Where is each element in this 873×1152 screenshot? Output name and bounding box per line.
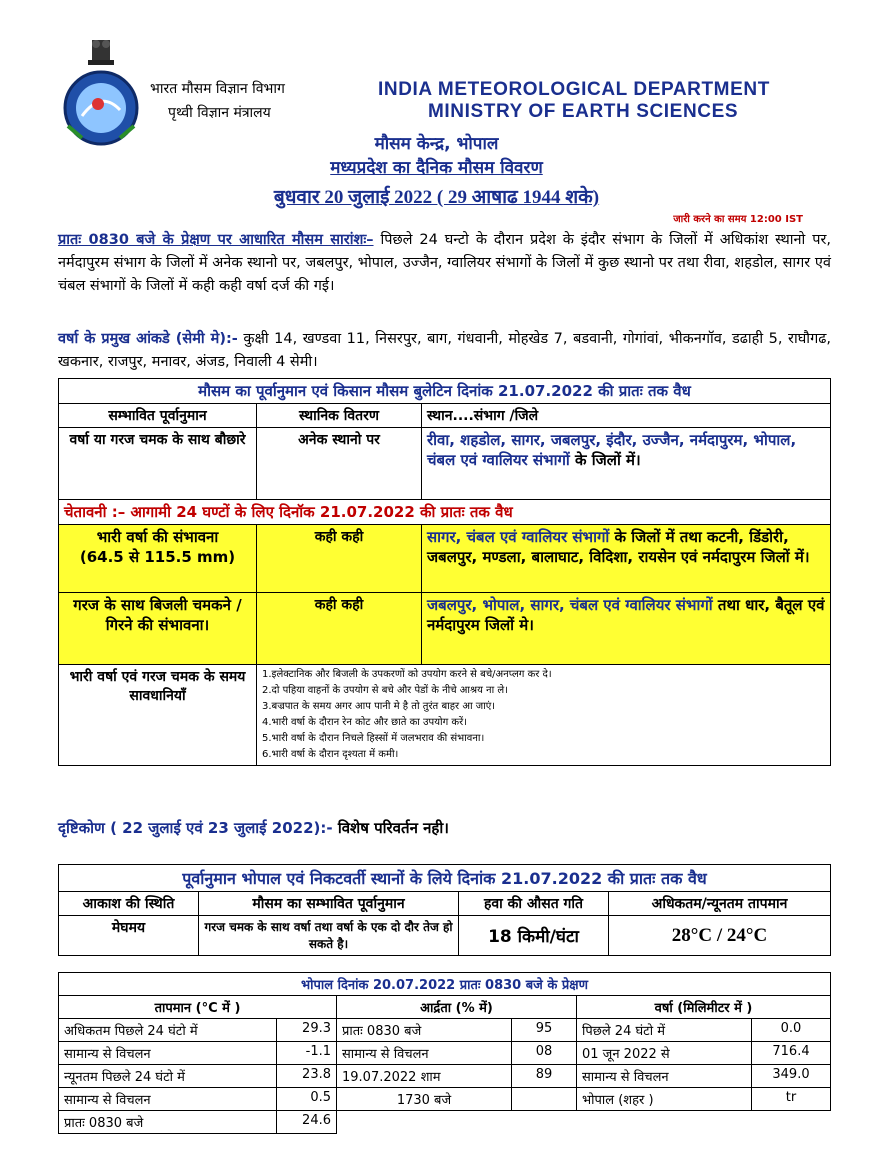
obs-value: 23.8 <box>277 1065 337 1088</box>
heavy-rain-places: सागर, चंबल एवं ग्वालियर संभागों के जिलों में तथा कटनी, डिंडोरी, जबलपुर, मण्डला, बालाघाट, विदिशा, रायसेन एवं नर्मदापुरम जिलों में। <box>422 525 831 593</box>
obs-head-humidity: आर्द्रता (% में) <box>337 996 577 1019</box>
bf-wind: 18 किमी/घंटा <box>459 916 609 956</box>
obs-cell: 1730 बजे <box>337 1088 512 1111</box>
obs-cell: भोपाल (शहर ) <box>577 1088 752 1111</box>
table-row <box>59 1111 831 1134</box>
bf-head-wind: हवा की औसत गति <box>459 892 609 916</box>
outlook-label: दृष्टिकोण ( 22 जुलाई एवं 23 जुलाई 2022):- <box>58 819 333 837</box>
obs-value <box>512 1088 577 1111</box>
eng-org-line-1: INDIA METEOROLOGICAL DEPARTMENT <box>378 79 770 100</box>
obs-value: 08 <box>512 1042 577 1065</box>
obs-cell: प्रातः 0830 बजे <box>59 1111 277 1134</box>
bf-head-weather: मौसम का सम्भावित पूर्वानुमान <box>199 892 459 916</box>
precaution-item: 1.इलेक्टानिक और बिजली के उपकरणों को उपयोग करने से बचे/अनप्लग कर दे। <box>262 669 552 680</box>
obs-value: 0.0 <box>752 1019 831 1042</box>
outlook <box>58 818 449 838</box>
report-title: मध्यप्रदेश का दैनिक मौसम विवरण <box>330 158 543 178</box>
empty-cell <box>337 1111 831 1134</box>
obs-cell: अधिकतम पिछले 24 घंटो में <box>59 1019 277 1042</box>
bhopal-forecast-title: पूर्वानुमान भोपाल एवं निकटवर्ती स्थानों के लिये दिनांक 21.07.2022 की प्रातः तक वैध <box>59 865 831 892</box>
table-row <box>59 1042 831 1065</box>
table-row <box>59 1019 831 1042</box>
forecast-col-3: स्थान....संभाग /जिले <box>422 404 831 428</box>
obs-cell: न्यूनतम पिछले 24 घंटो में <box>59 1065 277 1088</box>
forecast-table <box>58 378 831 766</box>
bf-head-sky: आकाश की स्थिति <box>59 892 199 916</box>
thunder-places: जबलपुर, भोपाल, सागर, चंबल एवं ग्वालियर संभागों तथा धार, बैतूल एवं नर्मदापुरम जिलों मे। <box>422 593 831 665</box>
obs-value: 716.4 <box>752 1042 831 1065</box>
eng-org-line-2: MINISTRY OF EARTH SCIENCES <box>428 101 739 122</box>
forecast-col-2: स्थानिक वितरण <box>257 404 422 428</box>
bf-temp: 28°C / 24°C <box>609 916 831 956</box>
thunder-distribution: कही कही <box>257 593 422 665</box>
obs-value: -1.1 <box>277 1042 337 1065</box>
heavy-rain-distribution: कही कही <box>257 525 422 593</box>
issue-time: जारी करने का समय 12:00 IST <box>673 214 803 225</box>
rainfall-text: कुक्षी 14, खण्डवा 11, निसरपुर, बाग, गंधवानी, मोहखेड 7, बडवानी, गोगांवां, भीकनगॉव, डढाही 5, राघौगढ, खकनार, राजपुर, मनावर, अंजड, निवाली 4 सेमी। <box>58 331 832 370</box>
forecast-title: मौसम का पूर्वानुमान एवं किसान मौसम बुलेटिन दिनांक 21.07.2022 की प्रातः तक वैध <box>59 379 831 404</box>
obs-value: tr <box>752 1088 831 1111</box>
obs-cell: 19.07.2022 शाम <box>337 1065 512 1088</box>
precaution-item: 4.भारी वर्षा के दौरान रेन कोट और छाते का उपयोग करें। <box>262 717 467 728</box>
table-row <box>59 1088 831 1111</box>
warning-title: चेतावनी :– आगामी 24 घण्टों के लिए दिनॉक 21.07.2022 की प्रातः तक वैध <box>59 500 831 525</box>
precaution-item: 6.भारी वर्षा के दौरान दृश्यता में कमी। <box>262 749 399 760</box>
heavy-rain-label: भारी वर्षा की संभावना (64.5 से 115.5 mm) <box>59 525 257 593</box>
summary-text: पिछले 24 घन्टो के दौरान प्रदेश के इंदौर संभाग के जिलों में अधिकांश स्थानो पर, नर्मदापुरम संभाग के जिलों में अनेक स्थानो पर, जबलपुर, भोपाल, उज्जैन, ग्वालियर संभागों के जिलों में कुछ स्थानो पर तथा रीवा, शहडोल, सागर एवं चंबल संभागों के जिलों में कही कही वर्षा दर्ज की गई। <box>58 232 831 294</box>
report-date: बुधवार 20 जुलाई 2022 ( 29 आषाढ 1944 शके) <box>273 187 600 208</box>
obs-value: 0.5 <box>277 1088 337 1111</box>
bhopal-observation-table <box>58 972 831 1134</box>
obs-cell: सामान्य से विचलन <box>337 1042 512 1065</box>
centre-name: मौसम केन्द्र, भोपाल <box>374 134 499 154</box>
obs-value: 95 <box>512 1019 577 1042</box>
bf-head-temp: अधिकतम/न्यूनतम तापमान <box>609 892 831 916</box>
hindi-org-line-1: भारत मौसम विज्ञान विभाग <box>150 81 285 97</box>
forecast-distribution: अनेक स्थानो पर <box>257 428 422 500</box>
obs-cell: सामान्य से विचलन <box>59 1042 277 1065</box>
precaution-item: 3.बज्रपात के समय अगर आप पानी मे है तो तुरंत बाहर आ जाएं। <box>262 701 496 712</box>
obs-cell: प्रातः 0830 बजे <box>337 1019 512 1042</box>
forecast-type: वर्षा या गरज चमक के साथ बौछारे <box>59 428 257 500</box>
rainfall-label: वर्षा के प्रमुख आंकडे (सेमी मे):- <box>58 331 238 347</box>
obs-value: 349.0 <box>752 1065 831 1088</box>
summary-paragraph <box>58 229 831 298</box>
forecast-places: रीवा, शहडोल, सागर, जबलपुर, इंदौर, उज्जैन, नर्मदापुरम, भोपाल, चंबल एवं ग्वालियर संभागों के जिलों में। <box>422 428 831 500</box>
precaution-item: 2.दो पहिया वाहनों के उपयोग से बचे और पेडों के नीचे आश्रय ना ले। <box>262 685 508 696</box>
outlook-text: विशेष परिवर्तन नही। <box>332 819 449 837</box>
precaution-title: भारी वर्षा एवं गरज चमक के समय सावधानियॉं <box>59 665 257 766</box>
obs-head-temp: तापमान (°C में ) <box>59 996 337 1019</box>
hindi-org-line-2: पृथ्वी विज्ञान मंत्रालय <box>168 105 271 121</box>
obs-value: 29.3 <box>277 1019 337 1042</box>
obs-cell: सामान्य से विचलन <box>59 1088 277 1111</box>
thunder-label: गरज के साथ बिजली चमकने / गिरने की संभावना। <box>59 593 257 665</box>
bf-sky: मेघमय <box>59 916 199 956</box>
precaution-item: 5.भारी वर्षा के दौरान निचले हिस्सों में जलभराव की संभावना। <box>262 733 485 744</box>
bf-weather: गरज चमक के साथ वर्षा तथा वर्षा के एक दो दौर तेज हो सकते है। <box>199 916 459 956</box>
summary-label: प्रातः 0830 बजे के प्रेक्षण पर आधारित मौसम सारांशः– <box>58 232 374 248</box>
obs-head-rain: वर्षा (मिलिमीटर में ) <box>577 996 831 1019</box>
obs-value: 89 <box>512 1065 577 1088</box>
obs-value: 24.6 <box>277 1111 337 1134</box>
table-row <box>59 1065 831 1088</box>
obs-title: भोपाल दिनांक 20.07.2022 प्रातः 0830 बजे के प्रेक्षण <box>59 973 831 996</box>
obs-cell: सामान्य से विचलन <box>577 1065 752 1088</box>
obs-cell: 01 जून 2022 से <box>577 1042 752 1065</box>
obs-cell: पिछले 24 घंटो में <box>577 1019 752 1042</box>
bhopal-forecast-table <box>58 864 831 956</box>
precaution-list <box>257 665 831 766</box>
rainfall-paragraph <box>58 328 831 374</box>
forecast-col-1: सम्भावित पूर्वानुमान <box>59 404 257 428</box>
